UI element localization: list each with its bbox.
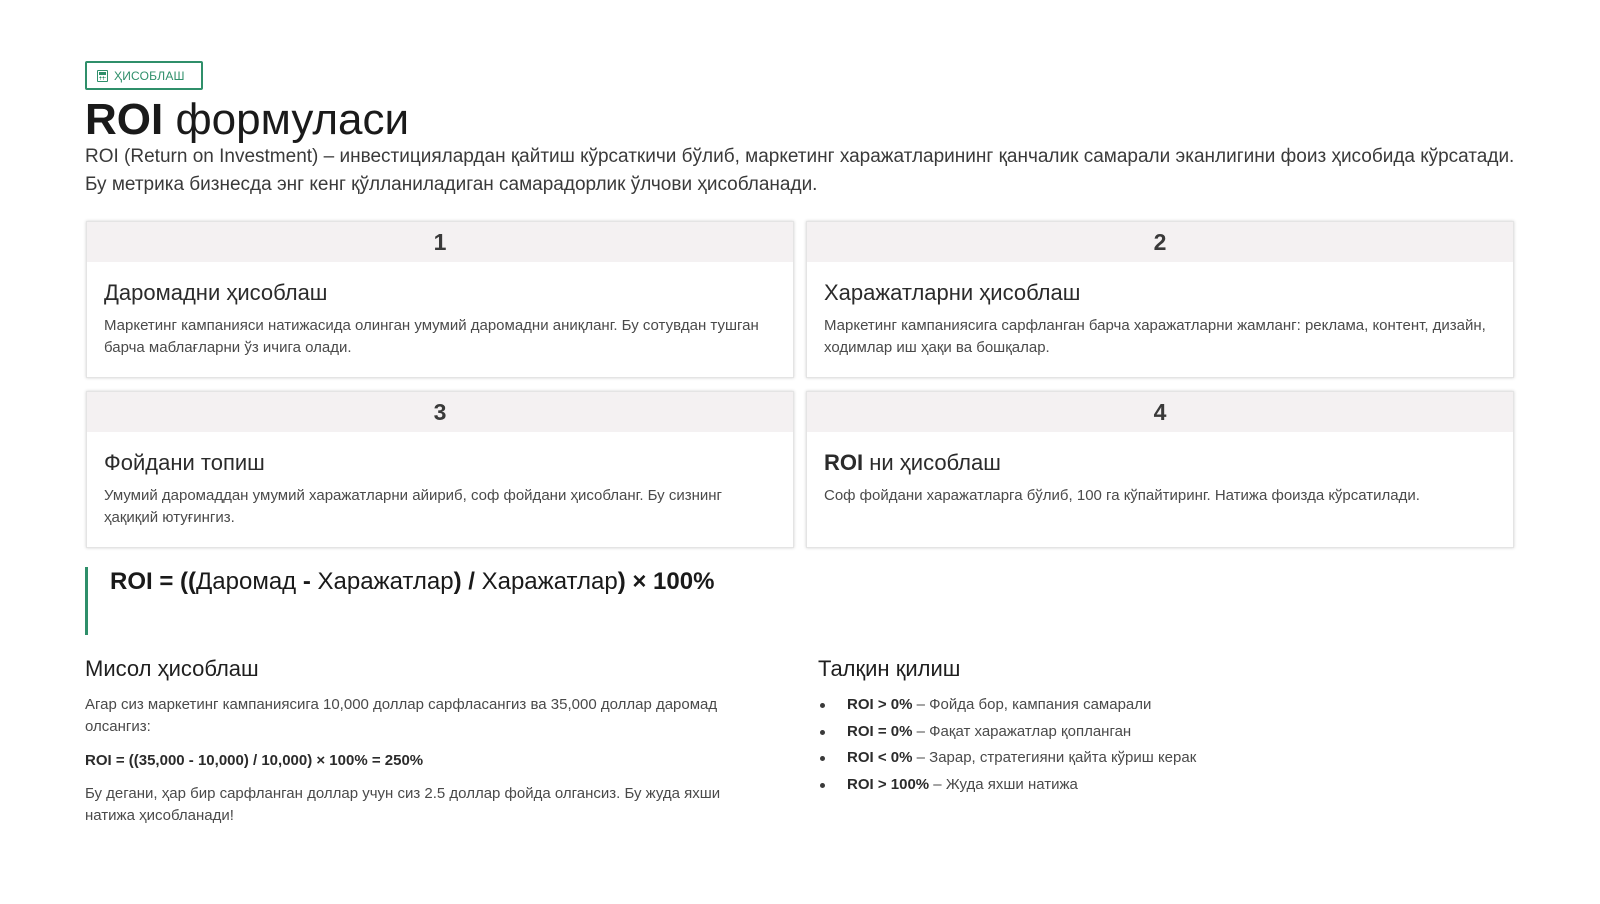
formula-expenses-divisor: Харажатлар	[481, 568, 618, 595]
interp-term: ROI = 0%	[847, 722, 913, 740]
step-number: 2	[807, 222, 1513, 262]
interp-term: ROI < 0%	[847, 749, 913, 766]
formula-tail: ) × 100%	[617, 568, 715, 595]
example-text: Агар сиз маркетинг кампаниясига 10,000 доллар сарфласангиз ва 35,000 доллар даромад олсангиз:	[85, 696, 718, 735]
step-number: 4	[807, 392, 1513, 432]
intro-text: ROI (Return on Investment) – инвестициялардан қайтиш кўрсаткичи бўлиб, маркетинг харажатларининг қанчалик самарали эканлигини фоиз ҳисобида кўрсатади. Бу метрика бизнесда энг кенг қўлланиладиган самарадорлик ўлчови ҳисобланади.	[85, 146, 1515, 195]
step-card-1	[86, 221, 794, 378]
step-title	[824, 449, 1513, 477]
step-number: 1	[87, 222, 793, 262]
page-title	[85, 92, 409, 148]
step-title: Фойдани топиш	[104, 450, 265, 475]
interp-desc: – Зарар, стратегияни қайта кўриш керак	[912, 749, 1197, 766]
example-conclusion: Бу дегани, ҳар бир сарфланган доллар учун сиз 2.5 доллар фойда олгансиз. Бу жуда яхши натижа ҳисобланади!	[85, 785, 721, 824]
formula-mid: ) /	[453, 568, 482, 595]
step-text: Маркетинг кампаниясига сарфланган барча харажатларни жамланг: реклама, контент, дизайн, ходимлар иш ҳақи ва бошқалар.	[824, 317, 1486, 356]
list-item	[818, 719, 1196, 746]
interp-desc: – Жуда яхши натижа	[929, 775, 1078, 793]
step-title-bold: ROI	[824, 450, 864, 475]
interp-term: ROI > 0%	[847, 696, 913, 713]
interp-term: ROI > 100%	[847, 775, 930, 793]
formula-expenses: Харажатлар	[317, 568, 454, 595]
step-text: Соф фойдани харажатларга бўлиб, 100 га кўпайтиринг. Натижа фоизда кўрсатилади.	[824, 487, 1420, 504]
list-item	[818, 772, 1196, 799]
list-item	[818, 745, 1196, 772]
step-title: Даромадни ҳисоблаш	[104, 280, 328, 305]
example-heading: Мисол ҳисоблаш	[85, 656, 259, 681]
interp-desc: – Фойда бор, кампания самарали	[912, 696, 1152, 713]
calculator-icon	[97, 70, 108, 82]
title-rest: формуласи	[163, 95, 410, 144]
formula-roi: ROI	[110, 568, 153, 595]
step-card-4	[806, 391, 1514, 548]
example-calculation: ROI = ((35,000 - 10,000) / 10,000) × 100% = 250%	[85, 752, 424, 769]
step-card-3	[86, 391, 794, 548]
interpretation-heading: Талқин қилиш	[818, 656, 961, 681]
bullet-icon	[820, 783, 825, 788]
step-number: 3	[87, 392, 793, 432]
bullet-icon	[820, 703, 825, 708]
bullet-icon	[820, 730, 825, 735]
list-item	[818, 692, 1196, 719]
formula-eq: = ((	[152, 568, 197, 595]
step-text: Маркетинг кампанияси натижасида олинган умумий даромадни аниқланг. Бу сотувдан тушган барча маблағларни ўз ичига олади.	[104, 317, 759, 356]
interp-desc: – Фақат харажатлар қопланган	[912, 722, 1132, 740]
badge-label: ҲИСОБЛАШ	[114, 68, 185, 83]
step-text: Умумий даромаддан умумий харажатларни айириб, соф фойдани ҳисобланг. Бу сизнинг ҳақиқий ютуғингиз.	[104, 487, 723, 526]
title-bold: ROI	[85, 95, 164, 144]
formula-income: Даромад	[196, 568, 297, 595]
step-title-rest: ни ҳисоблаш	[863, 450, 1001, 475]
step-title: Харажатларни ҳисоблаш	[824, 280, 1081, 305]
interpretation-list	[818, 692, 1196, 798]
formula-minus: -	[296, 568, 318, 595]
roi-formula	[85, 567, 725, 635]
step-card-2	[806, 221, 1514, 378]
bullet-icon	[820, 756, 825, 761]
section-badge	[85, 61, 203, 90]
